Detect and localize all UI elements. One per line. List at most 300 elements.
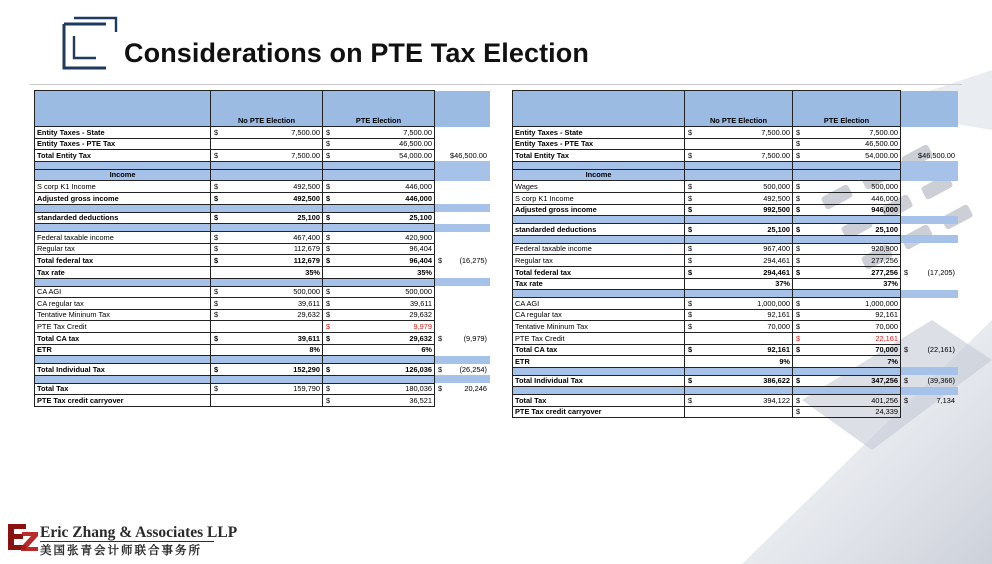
col-header-pte: PTE Election [323, 91, 435, 127]
table-cell [435, 286, 491, 298]
table-cell [793, 367, 901, 375]
currency-symbol: $ [796, 395, 801, 405]
income-section-header: Income [35, 169, 211, 181]
currency-symbol: $ [688, 205, 693, 215]
table-cell [901, 204, 959, 216]
currency-symbol: $ [326, 213, 331, 223]
currency-symbol: $ [796, 224, 801, 234]
table-cell [323, 375, 435, 383]
comparison-table-scenario-2 [512, 90, 959, 418]
amount-cell: $ 401,256 [793, 395, 901, 407]
row-label: Total Tax [35, 383, 211, 395]
currency-symbol: $ [326, 150, 331, 160]
row-label: Total Entity Tax [35, 150, 211, 162]
table-cell [513, 161, 685, 169]
table-cell [901, 216, 959, 224]
row-label: Total CA tax [513, 344, 685, 356]
table-cell [901, 298, 959, 310]
table-row [35, 127, 491, 139]
table-cell [901, 181, 959, 193]
table-cell [435, 309, 491, 321]
table-cell [685, 290, 793, 298]
table-row [513, 406, 959, 418]
row-label: Federal taxable income [35, 232, 211, 244]
currency-symbol: $ [796, 376, 801, 386]
amount-cell: $ 446,000 [323, 181, 435, 193]
pte-credit-value: 9,979 [413, 321, 432, 331]
currency-symbol: $ [688, 255, 693, 265]
row-label: Total federal tax [513, 266, 685, 278]
table-cell [435, 321, 491, 333]
table-row [35, 266, 491, 278]
currency-symbol: $ [688, 193, 693, 203]
table-cell [435, 375, 491, 383]
table-cell [901, 290, 959, 298]
table-cell [435, 181, 491, 193]
amount-cell: $ 112,679 [211, 243, 323, 255]
currency-symbol: $ [688, 310, 693, 320]
currency-symbol: $ [688, 321, 693, 331]
table-row [35, 181, 491, 193]
table-cell [435, 204, 491, 212]
currency-symbol: $ [688, 127, 693, 137]
currency-symbol: $ [214, 287, 219, 297]
currency-symbol: $ [796, 267, 801, 277]
amount-cell: $ 7,500.00 [211, 127, 323, 139]
table-cell [685, 235, 793, 243]
table-row [35, 309, 491, 321]
amount-cell: $ 46,500.00 [793, 138, 901, 150]
amount-cell: $ 92,161 [685, 309, 793, 321]
table-cell [435, 224, 491, 232]
currency-symbol: $ [796, 150, 801, 160]
amount-cell [793, 332, 901, 344]
currency-symbol: $ [796, 244, 801, 254]
currency-symbol: $ [796, 407, 801, 417]
table-row [513, 181, 959, 193]
amount-cell: $ 294,461 [685, 266, 793, 278]
currency-symbol: $ [214, 298, 219, 308]
amount-cell: 37% [685, 278, 793, 290]
row-label: Entity Taxes - State [513, 127, 685, 139]
row-label: PTE Tax Credit [35, 321, 211, 333]
currency-symbol: $ [796, 181, 801, 191]
table-row [513, 127, 959, 139]
row-label: S corp K1 Income [35, 181, 211, 193]
currency-symbol: $ [326, 244, 331, 254]
amount-cell: $ 96,404 [323, 255, 435, 267]
amount-cell: $ 7,500.00 [211, 150, 323, 162]
difference-value: $ (39,366) [904, 376, 955, 386]
table-cell [793, 290, 901, 298]
table-cell [435, 298, 491, 310]
table-row [35, 344, 491, 356]
amount-cell [685, 138, 793, 150]
row-label: standarded deductions [513, 224, 685, 236]
header-blank [35, 91, 211, 127]
amount-cell: $ 1,000,000 [685, 298, 793, 310]
amount-cell: $ 39,611 [323, 298, 435, 310]
currency-symbol: $ [796, 345, 801, 355]
amount-cell: $ 180,036 [323, 383, 435, 395]
row-label: PTE Tax credit carryover [513, 406, 685, 418]
table-cell [435, 243, 491, 255]
amount-cell: $ 7,500.00 [323, 127, 435, 139]
currency-symbol: $ [796, 193, 801, 203]
currency-symbol: $ [438, 255, 443, 265]
amount-cell: $ 112,679 [211, 255, 323, 267]
table-cell [211, 204, 323, 212]
table-cell [793, 387, 901, 395]
amount-cell: $ 492,500 [211, 181, 323, 193]
table-cell [435, 138, 491, 150]
currency-symbol: $ [904, 267, 909, 277]
table-cell [323, 169, 435, 181]
table-row [35, 321, 491, 333]
row-label: CA regular tax [513, 309, 685, 321]
table-cell [793, 161, 901, 169]
row-label: Adjusted gross income [513, 204, 685, 216]
col-header-pte: PTE Election [793, 91, 901, 127]
currency-symbol: $ [796, 310, 801, 320]
row-label: Wages [513, 181, 685, 193]
table-cell [323, 356, 435, 364]
table-row [35, 255, 491, 267]
table-cell [793, 169, 901, 181]
currency-symbol: $ [214, 255, 219, 265]
table-cell [211, 169, 323, 181]
amount-cell [211, 138, 323, 150]
amount-cell: $ 386,622 [685, 375, 793, 387]
table-row [35, 395, 491, 407]
table-cell [435, 232, 491, 244]
currency-symbol: $ [904, 395, 909, 405]
table-row [35, 243, 491, 255]
amount-cell: $ 25,100 [211, 212, 323, 224]
currency-symbol: $ [326, 310, 331, 320]
header-blank [513, 91, 685, 127]
currency-symbol: $ [214, 333, 219, 343]
amount-cell [685, 406, 793, 418]
amount-cell: $ 70,000 [793, 344, 901, 356]
table-cell [901, 127, 959, 139]
table-cell [211, 224, 323, 232]
table-row [513, 192, 959, 204]
row-label: Total Individual Tax [513, 375, 685, 387]
table-cell [901, 161, 959, 169]
amount-cell: $ 46,500.00 [323, 138, 435, 150]
difference-value: $ (26,254) [438, 364, 487, 374]
currency-symbol: $ [214, 213, 219, 223]
amount-cell: $ 967,400 [685, 243, 793, 255]
table-cell [435, 169, 491, 181]
row-label: ETR [513, 356, 685, 368]
amount-cell: $ 467,400 [211, 232, 323, 244]
currency-symbol: $ [326, 395, 331, 405]
row-label: Total Individual Tax [35, 364, 211, 376]
amount-cell: $ 294,461 [685, 255, 793, 267]
row-label: Regular tax [513, 255, 685, 267]
table-row [513, 321, 959, 333]
currency-symbol: $ [214, 181, 219, 191]
amount-cell: 8% [211, 344, 323, 356]
currency-symbol: $ [688, 298, 693, 308]
amount-cell: $ 39,611 [211, 298, 323, 310]
amount-cell: $ 500,000 [793, 181, 901, 193]
currency-symbol: $ [214, 127, 219, 137]
difference-value: $ 20,246 [438, 384, 487, 394]
table-cell [901, 91, 959, 127]
table-cell [435, 356, 491, 364]
currency-symbol: $ [796, 255, 801, 265]
table-cell [35, 278, 211, 286]
amount-cell [323, 321, 435, 333]
currency-symbol: $ [326, 298, 331, 308]
currency-symbol: $ [688, 395, 693, 405]
amount-cell: $ 394,122 [685, 395, 793, 407]
table-row [513, 298, 959, 310]
amount-cell: $ 29,632 [323, 332, 435, 344]
currency-symbol: $ [796, 205, 801, 215]
table-row [513, 344, 959, 356]
difference-value: $46,500.00 [450, 150, 487, 160]
table-cell [901, 138, 959, 150]
row-label: Adjusted gross income [35, 192, 211, 204]
amount-cell: $ 347,256 [793, 375, 901, 387]
amount-cell: $ 96,404 [323, 243, 435, 255]
row-label: CA regular tax [35, 298, 211, 310]
table-cell [435, 266, 491, 278]
amount-cell: 7% [793, 356, 901, 368]
row-label: S corp K1 Income [513, 192, 685, 204]
amount-cell: $ 92,161 [793, 309, 901, 321]
amount-cell: $ 70,000 [793, 321, 901, 333]
row-label: Tentative Mininum Tax [513, 321, 685, 333]
table-cell [435, 127, 491, 139]
amount-cell: $ 920,900 [793, 243, 901, 255]
row-label: Tax rate [35, 266, 211, 278]
table-row [513, 356, 959, 368]
currency-symbol: $ [796, 139, 801, 149]
table-cell [323, 204, 435, 212]
row-label: Total Tax [513, 395, 685, 407]
currency-symbol: $ [688, 345, 693, 355]
amount-cell: $ 492,500 [685, 192, 793, 204]
table-cell [211, 356, 323, 364]
amount-cell: $ 7,500.00 [685, 150, 793, 162]
amount-cell: 37% [793, 278, 901, 290]
amount-cell: 9% [685, 356, 793, 368]
table-cell [435, 161, 491, 169]
page-title: Considerations on PTE Tax Election [124, 38, 589, 68]
table-cell [793, 235, 901, 243]
table-row [35, 212, 491, 224]
amount-cell: $ 54,000.00 [323, 150, 435, 162]
table-cell [323, 278, 435, 286]
amount-cell: $ 92,161 [685, 344, 793, 356]
currency-symbol: $ [326, 255, 331, 265]
bracket-logo-icon [60, 14, 118, 72]
table-cell [901, 278, 959, 290]
currency-symbol: $ [326, 321, 331, 331]
table-row [513, 395, 959, 407]
table-cell [211, 161, 323, 169]
amount-cell: 35% [211, 266, 323, 278]
table-row [513, 243, 959, 255]
amount-cell: $ 39,611 [211, 332, 323, 344]
table-cell [685, 216, 793, 224]
table-row [35, 332, 491, 344]
currency-symbol: $ [688, 181, 693, 191]
currency-symbol: $ [326, 333, 331, 343]
amount-cell: $ 126,036 [323, 364, 435, 376]
table-cell [685, 367, 793, 375]
table-cell [901, 235, 959, 243]
table-row [35, 298, 491, 310]
table-row [513, 224, 959, 236]
comparison-table-scenario-1 [34, 90, 491, 407]
row-label: Tax rate [513, 278, 685, 290]
amount-cell: $ 25,100 [685, 224, 793, 236]
table-row [35, 150, 491, 162]
table-cell [435, 192, 491, 204]
currency-symbol: $ [214, 193, 219, 203]
amount-cell: $ 500,000 [323, 286, 435, 298]
amount-cell: $ 25,100 [793, 224, 901, 236]
table-row [513, 266, 959, 278]
table-cell [513, 290, 685, 298]
amount-cell: $ 24,339 [793, 406, 901, 418]
row-label: ETR [35, 344, 211, 356]
row-label: Total federal tax [35, 255, 211, 267]
amount-cell: $ 446,000 [323, 192, 435, 204]
row-label: CA AGI [35, 286, 211, 298]
currency-symbol: $ [326, 127, 331, 137]
table-cell [901, 332, 959, 344]
table-cell [323, 224, 435, 232]
table-row [513, 204, 959, 216]
table-row [35, 232, 491, 244]
currency-symbol: $ [904, 345, 909, 355]
firm-name-english: Eric Zhang & Associates LLP [40, 524, 238, 541]
table-row [35, 138, 491, 150]
row-label: Total CA tax [35, 332, 211, 344]
amount-cell: $ 7,500.00 [793, 127, 901, 139]
difference-value: $ (22,161) [904, 345, 955, 355]
amount-cell [685, 332, 793, 344]
table-cell [901, 309, 959, 321]
table-cell [513, 387, 685, 395]
amount-cell: $ 946,000 [793, 204, 901, 216]
table-cell [35, 224, 211, 232]
amount-cell: $ 500,000 [685, 181, 793, 193]
row-label: Entity Taxes - State [35, 127, 211, 139]
difference-value: $ 7,134 [904, 395, 955, 405]
table-cell [901, 243, 959, 255]
table-row [35, 364, 491, 376]
table-cell [35, 161, 211, 169]
currency-symbol: $ [796, 127, 801, 137]
table-cell [435, 278, 491, 286]
amount-cell: $ 7,500.00 [685, 127, 793, 139]
table-row [513, 138, 959, 150]
currency-symbol: $ [214, 244, 219, 254]
row-label: Tentative Mininum Tax [35, 309, 211, 321]
table-cell [211, 278, 323, 286]
table-cell [685, 387, 793, 395]
currency-symbol: $ [326, 287, 331, 297]
pte-credit-value: 22,161 [875, 333, 898, 343]
row-label: PTE Tax credit carryover [35, 395, 211, 407]
currency-symbol: $ [904, 376, 909, 386]
table-cell [35, 375, 211, 383]
difference-value: $ (16,275) [438, 255, 487, 265]
amount-cell: $ 54,000.00 [793, 150, 901, 162]
currency-symbol: $ [214, 310, 219, 320]
table-row [513, 332, 959, 344]
ez-firm-logo-icon [6, 520, 40, 554]
currency-symbol: $ [796, 333, 801, 343]
table-cell [435, 91, 491, 127]
amount-cell: 35% [323, 266, 435, 278]
currency-symbol: $ [438, 384, 443, 394]
table-cell [435, 212, 491, 224]
currency-symbol: $ [688, 376, 693, 386]
currency-symbol: $ [688, 244, 693, 254]
difference-value: $ (17,205) [904, 267, 955, 277]
currency-symbol: $ [688, 150, 693, 160]
table-cell [901, 169, 959, 181]
amount-cell [211, 395, 323, 407]
currency-symbol: $ [796, 321, 801, 331]
row-label: Federal taxable income [513, 243, 685, 255]
table-cell [901, 192, 959, 204]
amount-cell: $ 70,000 [685, 321, 793, 333]
currency-symbol: $ [214, 232, 219, 242]
table-row [513, 255, 959, 267]
firm-name-chinese: 美国张青会计师联合事务所 [40, 545, 202, 557]
table-cell [901, 255, 959, 267]
currency-symbol: $ [214, 364, 219, 374]
table-cell [211, 375, 323, 383]
amount-cell: $ 159,790 [211, 383, 323, 395]
amount-cell: $ 29,632 [211, 309, 323, 321]
currency-symbol: $ [688, 267, 693, 277]
row-label: Regular tax [35, 243, 211, 255]
currency-symbol: $ [796, 298, 801, 308]
amount-cell: 6% [323, 344, 435, 356]
amount-cell: $ 992,500 [685, 204, 793, 216]
table-cell [35, 204, 211, 212]
table-cell [513, 216, 685, 224]
amount-cell: $ 446,000 [793, 192, 901, 204]
col-header-no-pte: No PTE Election [211, 91, 323, 127]
table-cell [35, 356, 211, 364]
table-cell [901, 387, 959, 395]
table-row [35, 383, 491, 395]
table-row [513, 375, 959, 387]
amount-cell: $ 29,632 [323, 309, 435, 321]
row-label: CA AGI [513, 298, 685, 310]
row-label: Entity Taxes - PTE Tax [513, 138, 685, 150]
table-cell [435, 395, 491, 407]
table-cell [901, 224, 959, 236]
amount-cell: $ 500,000 [211, 286, 323, 298]
table-cell [323, 161, 435, 169]
difference-value: $ (9,979) [438, 333, 487, 343]
amount-cell: $ 420,900 [323, 232, 435, 244]
currency-symbol: $ [326, 384, 331, 394]
